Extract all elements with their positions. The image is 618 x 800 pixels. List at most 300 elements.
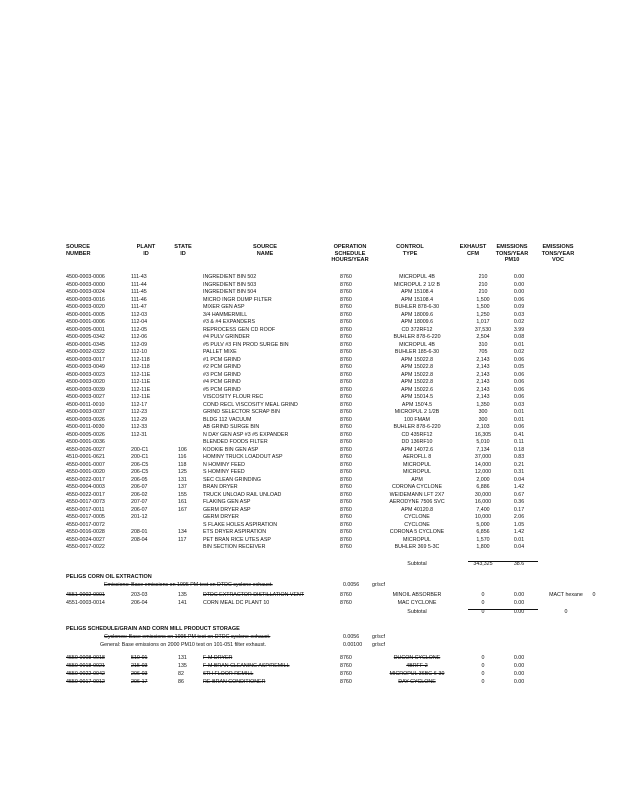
source-name-cell: GERM DRYER: [203, 514, 239, 520]
exhaust-cfm-cell: 7,400: [476, 506, 490, 513]
emissions-pm10-cell: 0.06: [513, 386, 525, 393]
source-number-cell: 4550-0001-0007: [66, 461, 105, 468]
plant-id-cell: 208-01: [131, 529, 148, 535]
source-number-cell: 4500-0011-0030: [66, 424, 105, 430]
hours-cell: 8760: [340, 386, 352, 393]
source-name-cell: VISCOSITY FLOUR REC: [203, 394, 264, 400]
source-name-cell: BIN SECTION RECEIVER: [203, 544, 266, 550]
emissions-pm10-cell: 0.06: [513, 356, 525, 363]
plant-id-cell: 111-46: [131, 296, 147, 303]
plant-id-cell: 112-33: [131, 424, 148, 430]
emissions-pm10-cell: 0.21: [513, 461, 525, 468]
plant-id-cell: 201-12: [131, 514, 148, 520]
section3-note1: Cyclones: Base emissions on 1995 PM test on DTDC cyclone exhaust.: [104, 634, 271, 640]
table-row: [0, 469, 618, 476]
exhaust-cfm-cell: 1,250: [476, 311, 490, 318]
emissions-pm10-cell: 0.11: [514, 439, 524, 445]
hours-cell: 8760: [340, 394, 352, 400]
control-type-cell: APM 150'4.5: [401, 401, 433, 408]
source-number-cell: 4551-0002-0001: [66, 592, 105, 598]
source-number-cell: 4550-0016-0028: [66, 529, 105, 535]
source-name-cell: F-M DRYER: [203, 655, 233, 661]
exhaust-cfm-cell: 1,570: [476, 536, 490, 543]
plant-id-cell: 111-44: [131, 281, 147, 288]
source-name-cell: GERM DRYER ASP: [203, 506, 251, 513]
plant-id-cell: 112-11E: [131, 379, 151, 385]
hours-cell: 8760: [340, 592, 352, 598]
exhaust-cfm-cell: 37,000: [474, 454, 492, 460]
exhaust-cfm-cell: 37,530: [474, 326, 492, 333]
exhaust-cfm-cell: 1,350: [476, 401, 490, 408]
source-number-cell: 4550-0017-0073: [66, 499, 105, 505]
source-number-cell: 4550-0017-0072: [66, 521, 105, 528]
section-title-corn-oil: PELIGS CORN OIL EXTRACTION: [66, 574, 152, 580]
source-number-cell: 4500-0003-0006: [66, 274, 105, 280]
source-name-cell: 6TH FLOOR REMILL: [203, 671, 254, 677]
source-name-cell: CORN MEAL DC PLANT 10: [203, 600, 270, 606]
plant-id-cell: 112-06: [131, 334, 148, 340]
exhaust-cfm-cell: 30,000: [474, 491, 492, 498]
exhaust-cfm-cell: 300: [478, 409, 488, 415]
plant-id-cell: 200-C1: [131, 454, 149, 460]
state-id-cell: 155: [178, 491, 187, 498]
control-type-cell: APM 15022.8: [400, 379, 434, 385]
source-name-cell: DTDC EXTRACTOR DISTILLATION VENT: [203, 592, 305, 598]
exhaust-cfm-cell: 2,143: [476, 364, 490, 370]
exhaust-cfm-cell: 16,000: [474, 499, 492, 505]
exhaust-cfm-cell: 16,305: [474, 431, 492, 438]
source-name-cell: AB GRIND SURGE BIN: [203, 424, 260, 430]
section-title-storage: PELIGS SCHEDULE/GRAIN AND CORN MILL PRODUCT STORAGE: [66, 626, 240, 632]
section-note: Emissions: Base emissions on 1995 PM test on DTDC cyclone exhaust.: [104, 582, 273, 588]
control-type-cell: DUCON CYCLONE: [393, 655, 441, 661]
source-name-cell: F-M BRAN CLEANING ASP/REMILL: [203, 663, 290, 669]
state-id-cell: 86: [178, 679, 184, 685]
control-type-cell: BUHLER 878-6-220: [393, 424, 441, 430]
state-id-cell: 116: [178, 454, 187, 460]
emissions-pm10-cell: 0.06: [513, 296, 525, 303]
table-row: [0, 679, 618, 686]
table-row: [0, 439, 618, 446]
table-row: [0, 671, 618, 678]
state-id-cell: 141: [178, 600, 187, 606]
exhaust-cfm-cell: 1,017: [476, 319, 490, 325]
hours-cell: 8760: [340, 663, 352, 669]
header-control-type: CONTROL TYPE: [396, 244, 424, 257]
source-name-cell: #4 PULV GRINDER: [203, 334, 250, 340]
hours-cell: 8760: [340, 311, 352, 318]
exhaust-cfm-cell: 2,143: [476, 379, 490, 385]
hours-cell: 8760: [340, 371, 352, 378]
exhaust-cfm-cell: 0: [481, 600, 485, 606]
source-name-cell: #1 PCM GRIND: [203, 356, 241, 363]
source-number-cell: 4550-0017-0011: [66, 506, 105, 513]
emissions-pm10-cell: 2.06: [513, 514, 525, 520]
source-name-cell: INGREDIENT BIN 503: [203, 281, 257, 288]
exhaust-cfm-cell: 7,134: [476, 446, 490, 453]
control-type-cell: MICROPUL 2 1/2B: [394, 409, 440, 415]
hours-cell: 8760: [340, 281, 352, 288]
emissions-pm10-cell: 0.00: [513, 679, 525, 685]
hours-cell: 8760: [340, 379, 352, 385]
hours-cell: 8760: [340, 671, 352, 677]
source-number-cell: 4550-0024-0027: [66, 536, 105, 543]
source-number-cell: 4500-0003-0024: [66, 289, 105, 295]
source-name-cell: N HOMINY FEED: [203, 461, 245, 468]
control-type-cell: CYCLONE: [404, 514, 430, 520]
emissions-pm10-cell: 0.17: [513, 506, 525, 513]
source-number-cell: 4550-0022-0017: [66, 491, 105, 498]
source-number-cell: 4500-0003-0023: [66, 371, 105, 378]
emissions-pm10-cell: 0.18: [513, 446, 525, 453]
emissions-voc-cell: MACT hexane: [549, 592, 583, 598]
source-name-cell: ETS DRYER ASPIRATION: [203, 529, 267, 535]
hours-cell: 8760: [340, 529, 352, 535]
header-plant-id: PLANT ID: [136, 244, 156, 257]
plant-id-cell: 112-118: [131, 364, 150, 370]
table-row: [0, 274, 618, 281]
hours-cell: 8760: [340, 491, 352, 498]
exhaust-cfm-cell: 10,000: [474, 514, 492, 520]
hours-cell: 8760: [340, 514, 352, 520]
header-source-name: SOURCE NAME: [253, 244, 277, 257]
source-number-cell: 4500-0003-0027: [66, 394, 105, 400]
state-id-cell: 167: [178, 506, 187, 513]
plant-id-cell: 111-47: [131, 304, 147, 310]
emissions-pm10-cell: 0.03: [513, 401, 525, 408]
exhaust-cfm-cell: 6,856: [476, 529, 490, 535]
emissions-pm10-cell: 0.01: [513, 409, 525, 415]
source-name-cell: TRUCK UNLOAD RAIL UNLOAD: [203, 491, 282, 498]
header-source-number: SOURCE NUMBER: [66, 244, 91, 257]
emissions-pm10-cell: 0.05: [513, 364, 525, 370]
control-type-cell: BUHLER 185-6-30: [394, 349, 440, 355]
source-number-cell: 4550-0022-0017: [66, 476, 105, 483]
plant-id-cell: 206-C5: [131, 461, 149, 468]
header-emissions-voc: EMISSIONS TONS/YEAR VOC: [541, 244, 575, 264]
control-type-cell: 100 FMAM: [404, 416, 430, 423]
source-name-cell: #2 PCM GRIND: [203, 364, 241, 370]
plant-id-cell: 112-118: [131, 356, 150, 363]
emissions-pm10-cell: 0.01: [513, 341, 525, 348]
control-type-cell: CD 372RF12: [401, 326, 433, 333]
hours-cell: 8760: [340, 364, 352, 370]
section3-note2-value: 0.00100: [343, 642, 363, 648]
control-type-cell: BUHLER 369 5-3C: [394, 544, 440, 550]
control-type-cell: APM 15022.8: [400, 371, 434, 378]
source-number-cell: 4500-0011-0010: [66, 401, 105, 408]
source-number-cell: 4550-0026-0027: [66, 446, 105, 453]
source-name-cell: #3 & #4 EXPANDERS: [203, 319, 256, 325]
plant-id-cell: 206-04: [131, 600, 148, 606]
table-row: [0, 289, 618, 296]
emissions-pm10-cell: 0.36: [513, 499, 525, 505]
plant-id-cell: 203-03: [131, 592, 148, 598]
exhaust-cfm-cell: 0: [481, 592, 485, 598]
plant-id-cell: 200-C1: [131, 446, 149, 453]
table-row: [0, 514, 618, 521]
plant-id-cell: 112-10: [131, 349, 148, 355]
subtotal-row: [0, 561, 618, 568]
hours-cell: 8760: [340, 600, 352, 606]
exhaust-cfm-cell: 0: [481, 655, 485, 661]
hours-cell: 8760: [340, 409, 352, 415]
emissions-pm10-cell: 3.99: [513, 326, 525, 333]
plant-id-cell: 112-03: [131, 311, 148, 318]
section3-note1-unit: gr/scf: [372, 634, 385, 640]
subtotal-cfm: 343,325: [473, 561, 493, 567]
control-type-cell: MICROPUL: [403, 469, 431, 475]
emissions-pm10-cell: 0.83: [513, 454, 525, 460]
subtotal2-row: [0, 609, 618, 616]
emissions-pm10-cell: 1.42: [513, 529, 525, 535]
section3-note2: General: Base emissions on 2000 PM10 test on 101-051 filter exhaust.: [100, 642, 267, 648]
plant-id-cell: 112-17: [131, 401, 148, 408]
hours-cell: 8760: [340, 536, 352, 543]
exhaust-cfm-cell: 2,103: [476, 424, 490, 430]
table-row: [0, 304, 618, 311]
control-type-cell: MICROPUL 4B: [399, 341, 435, 348]
plant-id-cell: 206-03: [131, 671, 148, 677]
control-type-cell: MICROPUL: [403, 461, 431, 468]
plant-id-cell: 112-04: [131, 319, 148, 325]
exhaust-cfm-cell: 5,010: [476, 439, 490, 445]
table-row: [0, 492, 618, 499]
source-number-cell: 4500-0003-0039: [66, 386, 105, 393]
source-number-cell: 4550-0018-0021: [66, 663, 105, 669]
control-type-cell: MICROPUL: [403, 536, 431, 543]
table-row: [0, 357, 618, 364]
state-id-cell: 125: [178, 469, 187, 475]
hours-cell: 8760: [340, 544, 352, 550]
table-row: [0, 477, 618, 484]
control-type-cell: WEIDEMANN LFT 2X7: [389, 491, 445, 498]
hours-cell: 8760: [340, 416, 352, 423]
emissions-pm10-cell: 1.42: [513, 484, 525, 490]
source-name-cell: INGREDIENT BIN 504: [203, 289, 257, 295]
plant-id-cell: 206-07: [131, 484, 148, 490]
state-id-cell: 134: [178, 529, 187, 535]
emissions-pm10-cell: 0.02: [513, 349, 525, 355]
source-number-cell: 4500-0001-0005: [66, 311, 105, 318]
state-id-cell: 137: [178, 484, 187, 490]
source-name-cell: PET BRAN RICE UTES ASP: [203, 536, 271, 543]
plant-id-cell: 208-04: [131, 536, 148, 543]
exhaust-cfm-cell: 210: [478, 274, 488, 280]
hours-cell: 8760: [340, 521, 352, 528]
plant-id-cell: 206-07: [131, 506, 148, 513]
emissions-pm10-cell: 0.00: [513, 281, 525, 288]
state-id-cell: 82: [178, 671, 184, 677]
hours-cell: 8760: [340, 274, 352, 280]
exhaust-cfm-cell: 2,143: [476, 394, 490, 400]
state-id-cell: 118: [178, 461, 187, 468]
hours-cell: 8760: [340, 431, 352, 438]
control-type-cell: APM 15014.5: [400, 394, 434, 400]
table-row: [0, 432, 618, 439]
table-row: [0, 537, 618, 544]
source-name-cell: #4 PCM GRIND: [203, 379, 241, 385]
table-row: [0, 522, 618, 529]
plant-id-cell: 207-07: [131, 499, 148, 505]
hours-cell: 8760: [340, 349, 352, 355]
table-row: [0, 424, 618, 431]
section3-note2-unit: gr/scf: [372, 642, 385, 648]
hours-cell: 8760: [340, 484, 352, 490]
source-number-cell: 4550-0022-0042: [66, 671, 105, 677]
table-row: [0, 319, 618, 326]
control-type-cell: APM: [411, 476, 423, 483]
exhaust-cfm-cell: 2,000: [476, 476, 490, 483]
source-number-cell: 4550-0004-0003: [66, 484, 105, 490]
emissions-pm10-cell: 0.04: [513, 544, 525, 550]
emissions-pm10-cell: 0.01: [513, 416, 525, 423]
hours-cell: 8760: [340, 469, 352, 475]
source-number-cell: 4500-0003-0049: [66, 364, 105, 370]
exhaust-cfm-cell: 2,143: [476, 356, 490, 363]
source-name-cell: SEC CLEAN GRINDING: [203, 476, 261, 483]
plant-id-cell: 112-23: [131, 409, 148, 415]
exhaust-cfm-cell: 2,143: [476, 371, 490, 378]
source-name-cell: S HOMINY FEED: [203, 469, 245, 475]
source-number-cell: 4550-0017-0012: [66, 679, 105, 685]
source-name-cell: REPROCESS GEN CD ROOF: [203, 326, 276, 333]
source-name-cell: #5 PULV #3 FIN PROD SURGE BIN: [203, 341, 289, 348]
source-number-cell: 4500-0003-0016: [66, 296, 105, 303]
table-row: [0, 387, 618, 394]
source-number-cell: 4500-0001-0006: [66, 319, 105, 325]
state-id-cell: 117: [178, 536, 187, 543]
exhaust-cfm-cell: 14,000: [474, 461, 492, 468]
control-type-cell: APM 14072.6: [400, 446, 434, 453]
exhaust-cfm-cell: 0: [481, 663, 485, 669]
table-row: [0, 484, 618, 491]
exhaust-cfm-cell: 1,500: [476, 304, 490, 310]
control-type-cell: CD 435RF12: [401, 431, 433, 438]
emissions-pm10-cell: 0.00: [513, 671, 525, 677]
emissions-pm10-cell: 0.41: [513, 431, 525, 438]
hours-cell: 8760: [340, 341, 352, 348]
source-number-cell: 4500-0003-0020: [66, 304, 105, 310]
table-row: [0, 544, 618, 551]
emissions-pm10-cell: 0.03: [513, 311, 525, 318]
plant-id-cell: 112-11E: [131, 371, 151, 378]
hours-cell: 8760: [340, 334, 352, 340]
table-row: [0, 499, 618, 506]
state-id-cell: 106: [178, 446, 187, 453]
state-id-cell: 135: [178, 592, 187, 598]
exhaust-cfm-cell: 1,800: [476, 544, 490, 550]
control-type-cell: BUHLER 878-6-30: [394, 304, 440, 310]
emissions-pm10-cell: 0.00: [513, 289, 525, 295]
source-number-cell: 4550-0001-0020: [66, 469, 105, 475]
table-row: [0, 349, 618, 356]
plant-id-cell: 111-45: [131, 289, 147, 295]
exhaust-cfm-cell: 12,000: [474, 469, 492, 475]
hours-cell: 8760: [340, 476, 352, 483]
source-number-cell: 4510-0001-0621: [66, 454, 105, 460]
control-type-cell: MINOIL ABSORBER: [392, 592, 442, 598]
source-name-cell: PALLET MIXE: [203, 349, 237, 355]
table-row: [0, 379, 618, 386]
source-number-cell: 4500-0003-0026: [66, 416, 105, 423]
source-number-cell: 4550-0017-0022: [66, 544, 105, 550]
table-row: [0, 394, 618, 401]
table-row: [0, 507, 618, 514]
table-row: [0, 655, 618, 662]
control-type-cell: MAC CYCLONE: [397, 600, 437, 606]
plant-id-cell: 206-02: [131, 491, 148, 498]
source-name-cell: COND RECL VISCOSITY MEAL GRIND: [203, 401, 298, 408]
control-type-cell: CYCLONE: [404, 521, 430, 528]
plant-id-cell: 510-01: [131, 655, 148, 661]
plant-id-cell: 215-03: [131, 663, 148, 669]
source-name-cell: INGREDIENT BIN 502: [203, 274, 257, 280]
plant-id-cell: 112-31: [131, 431, 148, 438]
table-row: [0, 592, 618, 599]
table-row: [0, 372, 618, 379]
exhaust-cfm-cell: 2,504: [476, 334, 490, 340]
emissions-pm10-cell: 0.00: [513, 592, 525, 598]
exhaust-cfm-cell: 1,500: [476, 296, 490, 303]
extra-value-cell: 0: [592, 592, 596, 598]
control-type-cell: BUHLER 878-6-220: [393, 334, 441, 340]
source-name-cell: MICRO INGR DUMP FILTER: [203, 296, 272, 303]
section-note-value: 0.0056: [343, 582, 360, 588]
control-type-cell: AEROFLL 8: [402, 454, 432, 460]
plant-id-cell: 112-29: [131, 416, 148, 423]
state-id-cell: 131: [178, 476, 187, 483]
table-row: [0, 417, 618, 424]
control-type-cell: DD 136RF10: [401, 439, 433, 445]
source-number-cell: 4500-0005-0026: [66, 431, 105, 438]
table-row: [0, 282, 618, 289]
plant-id-cell: 111-43: [131, 274, 147, 280]
header-state-id: STATE ID: [174, 244, 192, 257]
control-type-cell: AERODYNE 7506 SVC: [389, 499, 445, 505]
subtotal-tpy: 38.6: [513, 561, 525, 567]
table-row: [0, 402, 618, 409]
source-number-cell: 4550-0008-0018: [66, 655, 105, 661]
exhaust-cfm-cell: 210: [478, 281, 488, 288]
source-name-cell: HOMINY TRUCK LOADOUT ASP: [203, 454, 283, 460]
state-id-cell: 131: [178, 655, 187, 661]
control-type-cell: APM 15108.4: [400, 289, 434, 295]
emissions-pm10-cell: 0.31: [513, 469, 525, 475]
plant-id-cell: 112-11E: [131, 394, 151, 400]
emissions-pm10-cell: 0.06: [513, 379, 525, 385]
emissions-pm10-cell: 0.00: [513, 600, 525, 606]
emissions-pm10-cell: 0.00: [513, 274, 525, 280]
subtotal2-label: Subtotal: [407, 609, 427, 615]
hours-cell: 8760: [340, 506, 352, 513]
hours-cell: 8760: [340, 296, 352, 303]
emissions-pm10-cell: 1.05: [513, 521, 525, 528]
table-row: [0, 663, 618, 670]
state-id-cell: 135: [178, 663, 187, 669]
table-row: [0, 312, 618, 319]
table-row: [0, 600, 618, 607]
table-row: [0, 447, 618, 454]
header-operation-schedule: OPERATION SCHEDULE HOURS/YEAR: [331, 244, 369, 264]
table-row: [0, 342, 618, 349]
source-name-cell: GRIND SELECTOR SCRAP BIN: [203, 409, 280, 415]
source-number-cell: 4550-0017-0005: [66, 514, 105, 520]
source-number-cell: 4500-0002-0322: [66, 349, 105, 355]
hours-cell: 8760: [340, 319, 352, 325]
emissions-pm10-cell: 0.09: [513, 304, 525, 310]
control-type-cell: MICROPUL 36BC-6-30: [389, 671, 445, 677]
